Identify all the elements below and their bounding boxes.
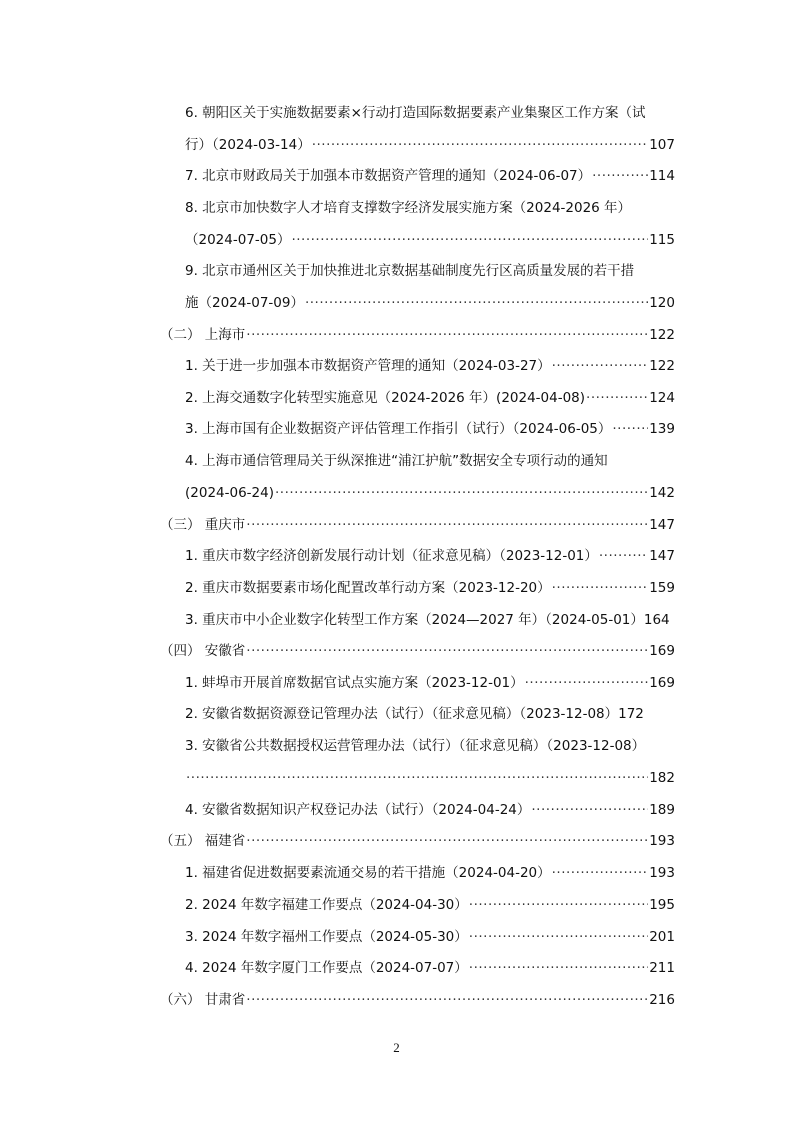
- leader-dots: [275, 480, 648, 506]
- toc-section-entry[interactable]: [160, 987, 675, 1013]
- toc-entry-title: 4. 安徽省数据知识产权登记办法（试行）（2024-04-24）: [185, 802, 531, 818]
- toc-entry-page: 114: [649, 168, 675, 184]
- toc-entry-title: 2. 上海交通数字化转型实施意见（2024-2026 年）(2024-04-08): [185, 390, 586, 406]
- toc-entry-page: 122: [649, 327, 675, 343]
- leader-dots: [246, 828, 648, 854]
- toc-entry-title: 1. 福建省促进数据要素流通交易的若干措施（2024-04-20）: [185, 865, 551, 881]
- toc-entry-page: 139: [649, 421, 675, 437]
- leader-dots: [552, 860, 649, 886]
- toc-entry-page: 169: [649, 643, 675, 659]
- toc-entry-page: 201: [649, 929, 675, 945]
- toc-entry-title: 3. 上海市国有企业数据资产评估管理工作指引（试行）（2024-06-05）: [185, 421, 612, 437]
- toc-section-entry[interactable]: [160, 512, 675, 538]
- toc-section-title: （五） 福建省: [160, 833, 246, 849]
- toc-entry-page: 216: [649, 992, 675, 1008]
- toc-entry[interactable]: [185, 670, 675, 696]
- leader-dots: [186, 765, 648, 791]
- toc-entry[interactable]: [185, 765, 675, 791]
- leader-dots: [586, 385, 648, 411]
- toc-section-title: （六） 甘肃省: [160, 992, 246, 1008]
- toc-entry-title: 4. 2024 年数字厦门工作要点（2024-07-07）: [185, 960, 468, 976]
- leader-dots: [612, 416, 648, 442]
- leader-dots: [552, 575, 649, 601]
- toc-entry[interactable]: [185, 353, 675, 379]
- toc-entry[interactable]: [185, 924, 675, 950]
- toc-entry-page: 182: [649, 770, 675, 786]
- toc-entry-page: 211: [649, 960, 675, 976]
- toc-line-text: 9. 北京市通州区关于加快推进北京数据基础制度先行区高质量发展的若干措: [185, 263, 635, 279]
- toc-entry-page: 115: [649, 232, 675, 248]
- toc-entry[interactable]: [185, 543, 675, 569]
- toc-entry-page: 159: [649, 580, 675, 596]
- toc-entry-page: 120: [649, 295, 675, 311]
- leader-dots: [246, 512, 648, 538]
- leader-dots: [312, 132, 649, 158]
- toc-entry-page: 193: [649, 865, 675, 881]
- leader-dots: [592, 163, 648, 189]
- toc-entry[interactable]: [185, 860, 675, 886]
- toc-entry-title: 行）（2024-03-14）: [185, 137, 311, 153]
- toc-entry[interactable]: [185, 132, 675, 158]
- toc-entry[interactable]: [185, 385, 675, 411]
- toc-entry-title: 3. 2024 年数字福州工作要点（2024-05-30）: [185, 929, 468, 945]
- toc-entry[interactable]: [185, 797, 675, 823]
- toc-entry[interactable]: [185, 227, 675, 253]
- toc-entry[interactable]: [185, 290, 675, 316]
- toc-entry-title: (2024-06-24): [185, 485, 274, 501]
- toc-entry-title: （2024-07-05）: [185, 232, 291, 248]
- toc-entry-page: 193: [649, 833, 675, 849]
- toc-entry[interactable]: [185, 480, 675, 506]
- toc-section-title: （四） 安徽省: [160, 643, 246, 659]
- leader-dots: [469, 924, 648, 950]
- toc-line-text: 6. 朝阳区关于实施数据要素×行动打造国际数据要素产业集聚区工作方案（试: [185, 105, 646, 121]
- toc-entry[interactable]: [185, 892, 675, 918]
- toc-entry-page: 189: [649, 802, 675, 818]
- leader-dots: [305, 290, 648, 316]
- toc-entry[interactable]: [185, 575, 675, 601]
- leader-dots: [469, 955, 648, 981]
- toc-entry-page: 195: [649, 897, 675, 913]
- toc-entry-title: 1. 关于进一步加强本市数据资产管理的通知（2024-03-27）: [185, 358, 551, 374]
- leader-dots: [246, 987, 648, 1013]
- toc-entry-title: 2. 重庆市数据要素市场化配置改革行动方案（2023-12-20）: [185, 580, 551, 596]
- toc-section-entry[interactable]: [160, 828, 675, 854]
- page-number: 2: [393, 1040, 400, 1055]
- toc-entry-page: 142: [649, 485, 675, 501]
- leader-dots: [246, 322, 648, 348]
- toc-section-entry[interactable]: [160, 322, 675, 348]
- leader-dots: [552, 353, 649, 379]
- toc-section-entry[interactable]: [160, 638, 675, 664]
- toc-entry[interactable]: [185, 955, 675, 981]
- toc-line-text: 3. 安徽省公共数据授权运营管理办法（试行）（征求意见稿）（2023-12-08）: [185, 738, 646, 754]
- leader-dots: [531, 797, 648, 823]
- toc-entry-page: 147: [649, 517, 675, 533]
- toc-line-text: 8. 北京市加快数字人才培育支撑数字经济发展实施方案（2024-2026 年）: [185, 200, 632, 216]
- toc-entry-title: 1. 蚌埠市开展首席数据官试点实施方案（2023-12-01）: [185, 675, 524, 691]
- toc-entry-page: 107: [649, 137, 675, 153]
- toc-entry-page: 122: [649, 358, 675, 374]
- leader-dots: [525, 670, 649, 696]
- toc-section-title: （三） 重庆市: [160, 517, 246, 533]
- leader-dots: [469, 892, 648, 918]
- toc-entry[interactable]: [185, 163, 675, 189]
- toc-entry-page: 147: [649, 548, 675, 564]
- leader-dots: [246, 638, 648, 664]
- toc-section-title: （二） 上海市: [160, 327, 246, 343]
- leader-dots: [291, 227, 648, 253]
- toc-line-text: 4. 上海市通信管理局关于纵深推进“浦江护航”数据安全专项行动的通知: [185, 453, 608, 469]
- leader-dots: [599, 543, 648, 569]
- toc-entry-page: 124: [649, 390, 675, 406]
- toc-entry-title: 7. 北京市财政局关于加强本市数据资产管理的通知（2024-06-07）: [185, 168, 592, 184]
- toc-entry[interactable]: [185, 416, 675, 442]
- toc-entry-title: 1. 重庆市数字经济创新发展行动计划（征求意见稿）（2023-12-01）: [185, 548, 598, 564]
- toc-line-text[interactable]: 2. 安徽省数据资源登记管理办法（试行）（征求意见稿）（2023-12-08）172: [185, 706, 644, 722]
- toc-entry-title: 施（2024-07-09）: [185, 295, 304, 311]
- toc-entry-page: 169: [649, 675, 675, 691]
- toc-line-text[interactable]: 3. 重庆市中小企业数字化转型工作方案（2024—2027 年）（2024-05-01）164: [185, 612, 670, 628]
- toc-entry-title: 2. 2024 年数字福建工作要点（2024-04-30）: [185, 897, 468, 913]
